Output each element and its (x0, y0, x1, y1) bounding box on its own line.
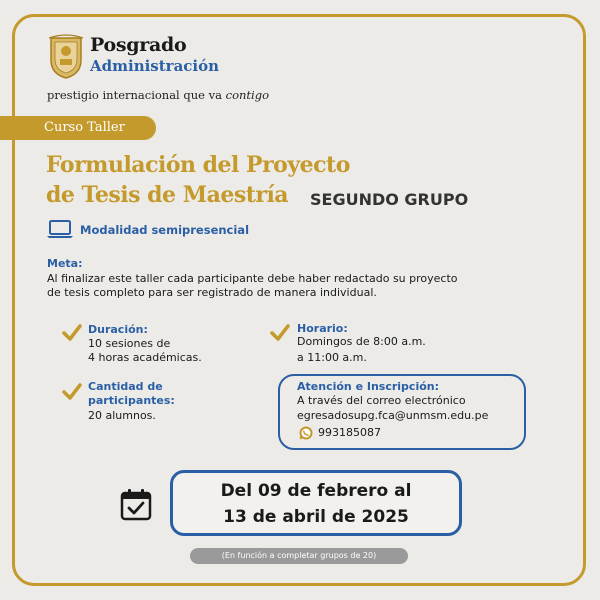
schedule-label: Horario: (297, 322, 348, 335)
brand-faculty: Administración (90, 57, 220, 75)
duration-line1: 10 sesiones de (88, 337, 171, 350)
calendar-check-icon (119, 487, 153, 521)
checkmark-icon (270, 323, 290, 343)
brand-name: Posgrado (90, 34, 187, 56)
date-end: 13 de abril de 2025 (223, 507, 409, 527)
course-type-ribbon: Curso Taller (0, 116, 156, 140)
goal-text (47, 272, 547, 300)
contact-phone[interactable]: 993185087 (318, 426, 381, 439)
schedule-line1: Domingos de 8:00 a.m. (297, 335, 426, 348)
participants-label-line1: Cantidad de (88, 380, 163, 393)
duration-label: Duración: (88, 323, 148, 336)
tagline (47, 88, 269, 102)
checkmark-icon (62, 382, 82, 402)
university-seal-icon (47, 34, 85, 80)
contact-line1: A través del correo electrónico (297, 394, 466, 407)
course-title-line1: Formulación del Proyecto (46, 152, 350, 178)
goal-text-line1: Al finalizar este taller cada participante debe haber redactado su proyecto (47, 272, 458, 285)
goal-text-line2: de tesis completo para ser registrado de manera individual. (47, 286, 377, 299)
date-start: Del 09 de febrero al (220, 481, 412, 501)
duration-line2: 4 horas académicas. (88, 351, 202, 364)
participants-value: 20 alumnos. (88, 409, 156, 422)
goal-label: Meta: (47, 257, 83, 270)
group-label: SEGUNDO GRUPO (310, 190, 469, 209)
group-note: (En función a completar grupos de 20) (190, 548, 408, 564)
tagline-script: contigo (225, 88, 269, 102)
schedule-line2: a 11:00 a.m. (297, 351, 367, 364)
course-title-line2: de Tesis de Maestría (46, 182, 289, 208)
whatsapp-icon (298, 425, 314, 441)
checkmark-icon (62, 323, 82, 343)
laptop-icon (47, 219, 73, 239)
tagline-text: prestigio internacional que va (47, 88, 222, 102)
participants-label-line2: participantes: (88, 394, 175, 407)
modality-label: Modalidad semipresencial (80, 223, 250, 237)
contact-email[interactable]: egresadosupg.fca@unmsm.edu.pe (297, 409, 489, 422)
contact-label: Atención e Inscripción: (297, 380, 440, 393)
